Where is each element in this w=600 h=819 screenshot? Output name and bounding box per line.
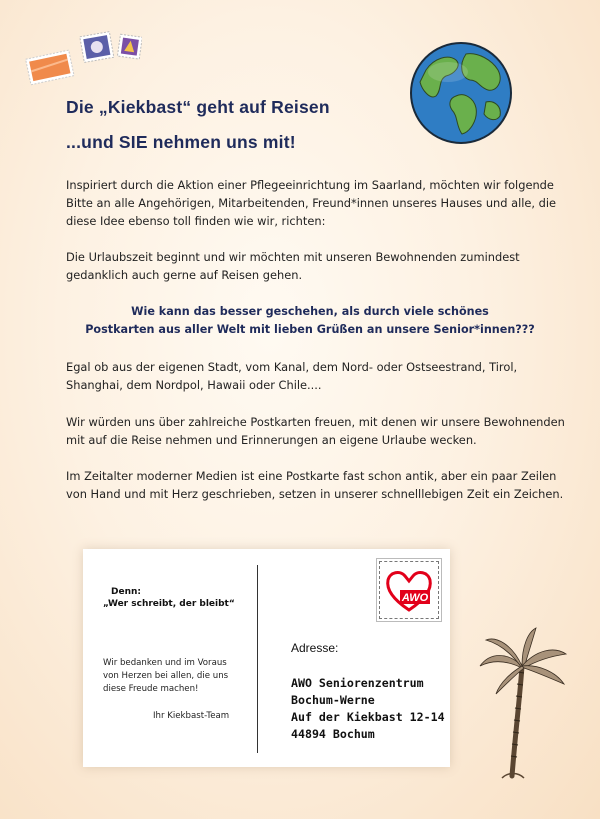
postcard-signature: Ihr Kiekbast-Team — [153, 711, 230, 721]
modern-paragraph: Im Zeitalter moderner Medien ist eine Postkarte fast schon antik, aber ein paar Zeilen von Hand und mit Herz geschrieben, setzen in unserer schnelllebigen Zeit ein Zeichen. — [66, 469, 564, 501]
vacation-paragraph: Die Urlaubszeit beginnt und wir möchten mit unseren Bewohnenden zumindest gedanklich auch gerne auf Reisen gehen. — [66, 250, 520, 282]
address-block — [291, 675, 445, 743]
intro-paragraph: Inspiriert durch die Aktion einer Pflegeeinrichtung im Saarland, möchten wir folgende Bitte an alle Angehörigen, Mitarbeitenden, Freund*innen unseres Hauses und alle, die diese Idee ebenso toll finden wie wir, richten: — [66, 178, 557, 228]
stamps-icon — [22, 28, 142, 88]
question-block — [60, 303, 560, 339]
question-line-1: Wie kann das besser geschehen, als durch viele schönes — [131, 305, 489, 318]
postcard-divider — [257, 565, 258, 753]
wish-paragraph: Wir würden uns über zahlreiche Postkarten freuen, mit denen wir unsere Bewohnenden mit auf die Reise nehmen und Erinnerungen an eigene Urlaube wecken. — [66, 415, 565, 447]
postcard-quote: „Wer schreibt, der bleibt“ — [103, 599, 235, 609]
address-line: Auf der Kiekbast 12-14 — [291, 710, 445, 724]
places-paragraph: Egal ob aus der eigenen Stadt, vom Kanal, dem Nord- oder Ostseestrand, Tirol, Shanghai, dem Nordpol, Hawaii oder Chile.... — [66, 360, 518, 392]
question-line-2: Postkarten aus aller Welt mit lieben Grüßen an unsere Senior*innen??? — [85, 323, 535, 336]
address-line: 44894 Bochum — [291, 727, 375, 741]
address-line: Bochum-Werne — [291, 693, 375, 707]
address-label: Adresse: — [291, 641, 339, 655]
page-subtitle: ...und SIE nehmen uns mit! — [66, 132, 296, 152]
globe-icon — [408, 40, 514, 146]
palm-tree-icon — [478, 626, 570, 784]
stamp-awo-text: AWO — [401, 592, 429, 604]
postcard-stamp — [379, 561, 439, 619]
awo-heart-icon — [380, 562, 438, 618]
page-title: Die „Kiekbast“ geht auf Reisen — [66, 97, 330, 117]
postcard-denn: Denn: — [111, 587, 141, 597]
postcard — [83, 549, 450, 767]
address-line: AWO Seniorenzentrum — [291, 676, 424, 690]
postcard-thanks: Wir bedanken und im Voraus von Herzen bei allen, die uns diese Freude machen! — [103, 658, 229, 694]
